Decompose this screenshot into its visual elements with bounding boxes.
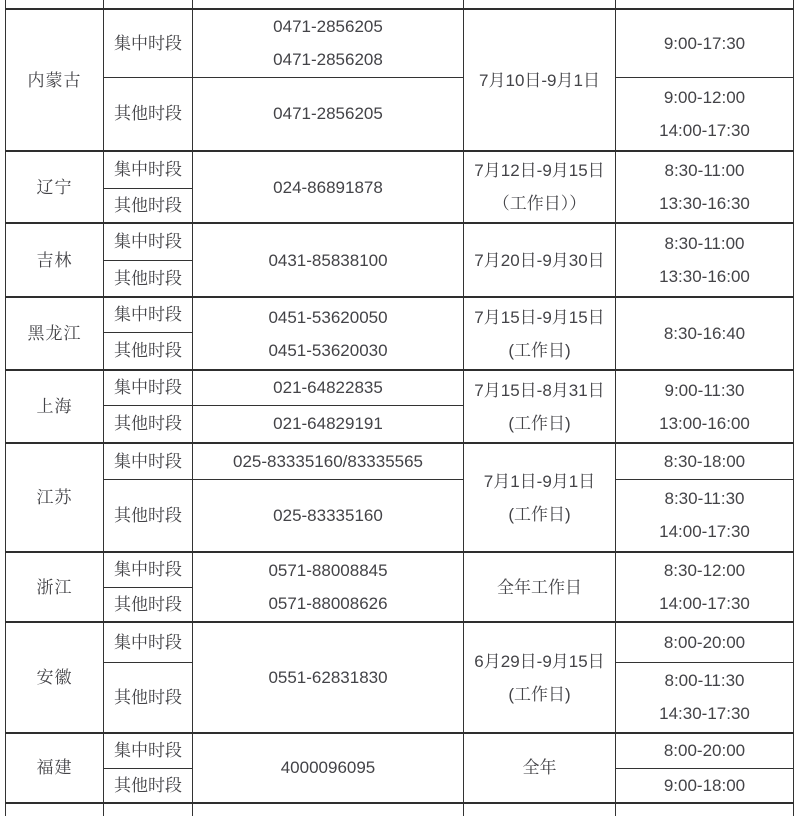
partial-cell: [616, 803, 794, 816]
cell-date: [464, 223, 616, 297]
cell-period: [104, 77, 193, 151]
cell-hours-line: 14:00-17:30: [659, 594, 750, 613]
cell-phone: [193, 622, 464, 733]
cell-hours: [616, 552, 794, 622]
cell-phone-line: 0551-62831830: [268, 668, 388, 687]
cell-period: [104, 768, 193, 803]
cell-date-line: (工作日): [508, 413, 571, 433]
cell-hours-line: 8:00-11:30: [664, 671, 745, 691]
schedule-table-body: [6, 0, 794, 816]
table-row: [6, 9, 794, 77]
cell-period-line: 集中时段: [114, 305, 182, 325]
cell-date-line: 7月10日-9月1日: [479, 70, 600, 90]
cell-period-line: 其他时段: [114, 505, 182, 525]
cell-phone-line: 0471-2856205: [273, 104, 383, 124]
cell-period-line: 集中时段: [114, 632, 182, 652]
cell-hours-line: 14:00-17:30: [659, 522, 750, 542]
cell-date: [464, 552, 616, 622]
cell-period: [104, 622, 193, 662]
cell-period: [104, 297, 193, 332]
cell-hours: [616, 768, 794, 803]
cell-date-line: 7月15日-8月31日: [474, 380, 605, 400]
cell-hours-line: 8:30-12:00: [663, 561, 746, 580]
cell-phone-line: 0571-88008626: [268, 594, 388, 613]
cell-hours-line: 13:00-16:00: [659, 413, 750, 433]
cell-phone: [193, 370, 464, 405]
cell-hours: [616, 77, 794, 151]
cell-period-line: 其他时段: [114, 775, 182, 795]
table-row: [6, 622, 794, 662]
cell-province: [6, 297, 104, 370]
cell-phone-line: 024-86891878: [273, 177, 383, 197]
cell-period: [104, 479, 193, 552]
cell-date-line: 7月20日-9月30日: [474, 250, 605, 270]
table-row: [6, 552, 794, 587]
cell-province: [6, 9, 104, 151]
cell-province-line: 浙江: [36, 577, 73, 597]
partial-cell: [104, 0, 193, 9]
cell-phone-line: 021-64829191: [273, 414, 383, 434]
cell-hours: [616, 733, 794, 768]
cell-date-line: (工作日): [508, 684, 571, 704]
cell-date-line: 全年工作日: [497, 577, 582, 597]
cell-date-line: （工作日））: [492, 194, 587, 213]
cell-date-line: 全年: [522, 758, 557, 778]
cell-period-line: 集中时段: [114, 378, 182, 398]
cell-hours-line: 9:00-12:00: [663, 87, 746, 107]
cell-period-line: 集中时段: [114, 232, 182, 252]
cell-hours-line: 8:30-18:00: [663, 451, 746, 471]
cell-period: [104, 223, 193, 260]
cell-period-line: 其他时段: [114, 195, 182, 215]
cell-phone-line: 0431-85838100: [268, 250, 388, 270]
partial-cell: [464, 803, 616, 816]
cell-period-line: 其他时段: [114, 341, 182, 361]
cell-period: [104, 587, 193, 622]
cell-hours-line: 8:30-11:00: [664, 234, 745, 253]
cell-phone: [193, 151, 464, 223]
table-row: [6, 297, 794, 332]
cell-hours: [616, 223, 794, 297]
cell-province: [6, 370, 104, 443]
cell-date-line: 6月29日-9月15日: [474, 651, 605, 671]
cell-hours-line: 9:00-18:00: [663, 775, 746, 795]
cell-province-line: 上海: [36, 397, 73, 416]
table-row: [6, 479, 794, 552]
cell-hours: [616, 662, 794, 733]
cell-province: [6, 223, 104, 297]
cell-date: [464, 733, 616, 803]
cell-period: [104, 370, 193, 405]
cell-hours-line: 8:30-16:40: [663, 324, 746, 343]
cell-hours-line: 8:00-20:00: [663, 632, 746, 652]
cell-period-line: 其他时段: [114, 414, 182, 434]
cell-phone: [193, 223, 464, 297]
cell-phone-line: 4000096095: [280, 758, 376, 778]
partial-cell: [6, 0, 104, 9]
cell-period-line: 其他时段: [114, 687, 182, 707]
cell-hours-line: 14:30-17:30: [659, 704, 750, 724]
schedule-table: [5, 0, 794, 816]
cell-phone: [193, 479, 464, 552]
cell-period: [104, 405, 193, 443]
cell-phone: [193, 405, 464, 443]
cell-date-line: 7月12日-9月15日: [474, 161, 605, 180]
cell-period: [104, 260, 193, 297]
cell-hours-line: 9:00-11:30: [664, 380, 745, 400]
cell-date-line: 7月15日-9月15日: [474, 307, 605, 327]
cell-phone-line: 0451-53620050: [268, 307, 388, 327]
cell-period: [104, 552, 193, 587]
partial-cell: [616, 0, 794, 9]
cell-period-line: 其他时段: [114, 594, 182, 614]
cell-hours: [616, 151, 794, 223]
cell-date: [464, 151, 616, 223]
cell-period-line: 其他时段: [114, 268, 182, 288]
cell-hours-line: 14:00-17:30: [659, 120, 750, 140]
cell-hours: [616, 370, 794, 443]
cell-date: [464, 370, 616, 443]
partial-cell: [193, 803, 464, 816]
cell-province-line: 黑龙江: [27, 324, 82, 343]
partial-cell: [464, 0, 616, 9]
cell-phone-line: 0471-2856205: [273, 17, 383, 37]
cell-phone: [193, 443, 464, 479]
table-row: [6, 77, 794, 151]
cell-hours: [616, 443, 794, 479]
cell-province: [6, 151, 104, 223]
cell-period: [104, 151, 193, 188]
cell-phone: [193, 9, 464, 77]
cell-phone: [193, 552, 464, 622]
cell-hours: [616, 479, 794, 552]
cell-phone-line: 021-64822835: [273, 378, 383, 398]
cell-province-line: 安徽: [36, 668, 73, 687]
cell-date: [464, 9, 616, 151]
cell-period-line: 集中时段: [114, 160, 182, 180]
cell-province-line: 辽宁: [36, 177, 73, 197]
cell-province-line: 吉林: [36, 250, 73, 270]
partial-cell: [193, 0, 464, 9]
cell-province: [6, 733, 104, 803]
cell-period-line: 集中时段: [114, 560, 182, 580]
cell-phone-line: 0451-53620030: [268, 340, 388, 360]
table-row: [6, 370, 794, 405]
cell-hours: [616, 297, 794, 370]
cell-hours-line: 9:00-17:30: [663, 33, 746, 53]
table-row: [6, 443, 794, 479]
cell-hours-line: 8:30-11:30: [664, 489, 745, 509]
cell-phone-line: 025-83335160: [273, 505, 383, 525]
cell-phone-line: 0571-88008845: [268, 561, 388, 580]
partial-cell: [104, 803, 193, 816]
cell-date: [464, 622, 616, 733]
cropped-partial-row: [6, 0, 794, 9]
cell-period-line: 集中时段: [114, 741, 182, 761]
cell-date: [464, 443, 616, 552]
cell-period: [104, 733, 193, 768]
cell-province: [6, 443, 104, 552]
cell-phone-line: 025-83335160/83335565: [232, 451, 424, 471]
cell-hours: [616, 622, 794, 662]
cell-period: [104, 188, 193, 223]
cell-period: [104, 662, 193, 733]
cell-period-line: 集中时段: [114, 33, 182, 53]
cell-province-line: 内蒙古: [27, 70, 82, 90]
cell-date-line: (工作日): [508, 504, 571, 524]
cell-hours-line: 8:30-11:00: [664, 161, 745, 180]
cell-date-line: 7月1日-9月1日: [483, 471, 596, 491]
cell-hours-line: 13:30-16:00: [659, 267, 750, 286]
cell-date: [464, 297, 616, 370]
cell-phone: [193, 297, 464, 370]
cell-province-line: 江苏: [36, 488, 73, 507]
cell-hours-line: 8:00-20:00: [663, 741, 746, 761]
table-row: [6, 151, 794, 188]
cell-province-line: 福建: [36, 758, 73, 778]
cell-hours-line: 13:30-16:30: [659, 194, 750, 213]
cell-phone-line: 0471-2856208: [273, 50, 383, 70]
partial-cell: [6, 803, 104, 816]
cell-province: [6, 622, 104, 733]
cell-period: [104, 9, 193, 77]
cropped-partial-row: [6, 803, 794, 816]
cell-province: [6, 552, 104, 622]
cell-period-line: 集中时段: [114, 451, 182, 471]
cell-hours: [616, 9, 794, 77]
cell-date-line: (工作日): [508, 340, 571, 360]
cell-period-line: 其他时段: [114, 104, 182, 124]
cell-period: [104, 332, 193, 370]
cell-phone: [193, 77, 464, 151]
table-row: [6, 733, 794, 768]
cell-phone: [193, 733, 464, 803]
cell-period: [104, 443, 193, 479]
table-row: [6, 223, 794, 260]
